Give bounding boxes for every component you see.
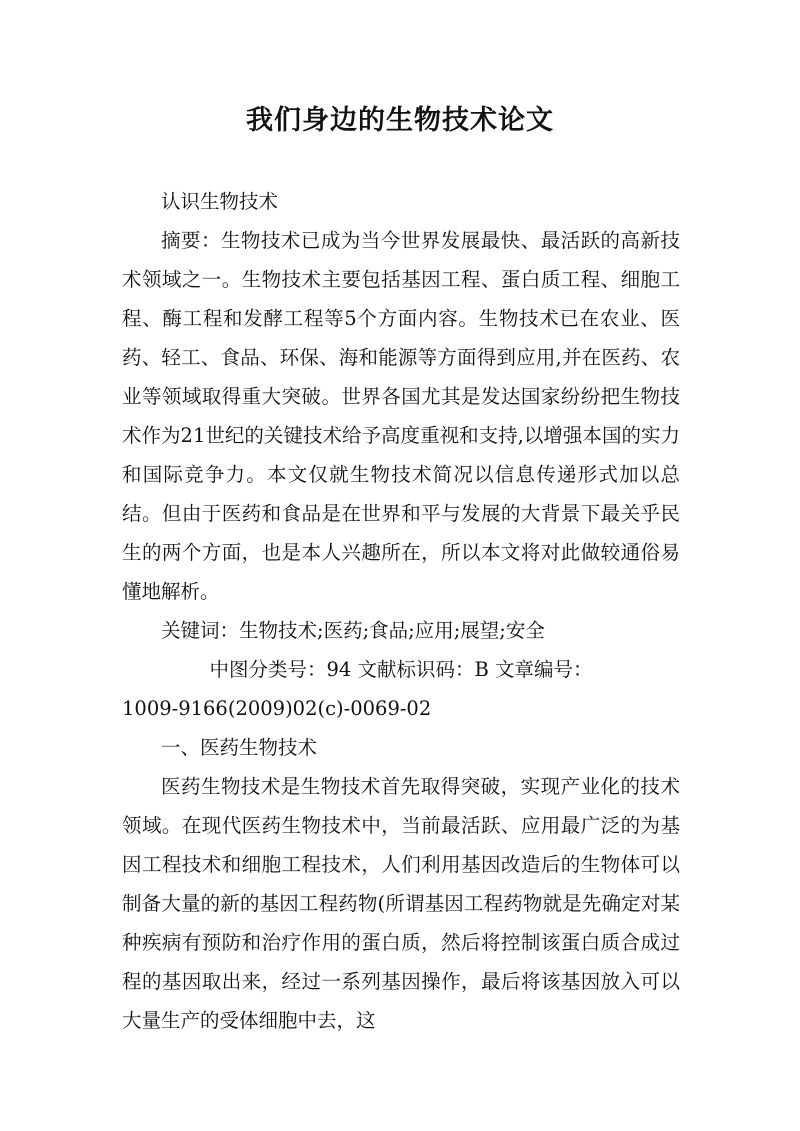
document-title: 我们身边的生物技术论文 [246, 105, 554, 136]
keywords-line: 关键词：生物技术;医药;食品;应用;展望;安全 [161, 619, 545, 642]
section-heading: 认识生物技术 [161, 190, 279, 213]
classification-line: 中图分类号：94 文献标识码：B 文章编号： [209, 658, 593, 681]
article-number: 1009-9166(2009)02(c)-0069-02 [122, 697, 432, 720]
document-body [122, 182, 680, 1040]
section-heading: 一、医药生物技术 [161, 736, 318, 759]
abstract-paragraph: 摘要：生物技术已成为当今世界发展最快、最活跃的高新技术领域之一。生物技术主要包括基因工程、蛋白质工程、细胞工程、酶工程和发酵工程等5个方面内容。生物技术已在农业、医药、轻工、食品、环保、海和能源等方面得到应用,并在医药、农业等领域取得重大突破。世界各国尤其是发达国家纷纷把生物技术作为21世纪的关键技术给予高度重视和支持,以增强本国的实力和国际竞争力。本文仅就生物技术简况以信息传递形式加以总结。但由于医药和食品是在世界和平与发展的大背景下最关乎民生的两个方面，也是本人兴趣所在，所以本文将对此做较通俗易懂地解析。 [122, 229, 680, 603]
body-paragraph: 医药生物技术是生物技术首先取得突破，实现产业化的技术领域。在现代医药生物技术中，当前最活跃、应用最广泛的为基因工程技术和细胞工程技术，人们利用基因改造后的生物体可以制备大量的新的基因工程药物(所谓基因工程药物就是先确定对某种疾病有预防和治疗作用的蛋白质，然后将控制该蛋白质合成过程的基因取出来，经过一系列基因操作，最后将该基因放入可以大量生产的受体细胞中去，这 [122, 775, 680, 1032]
